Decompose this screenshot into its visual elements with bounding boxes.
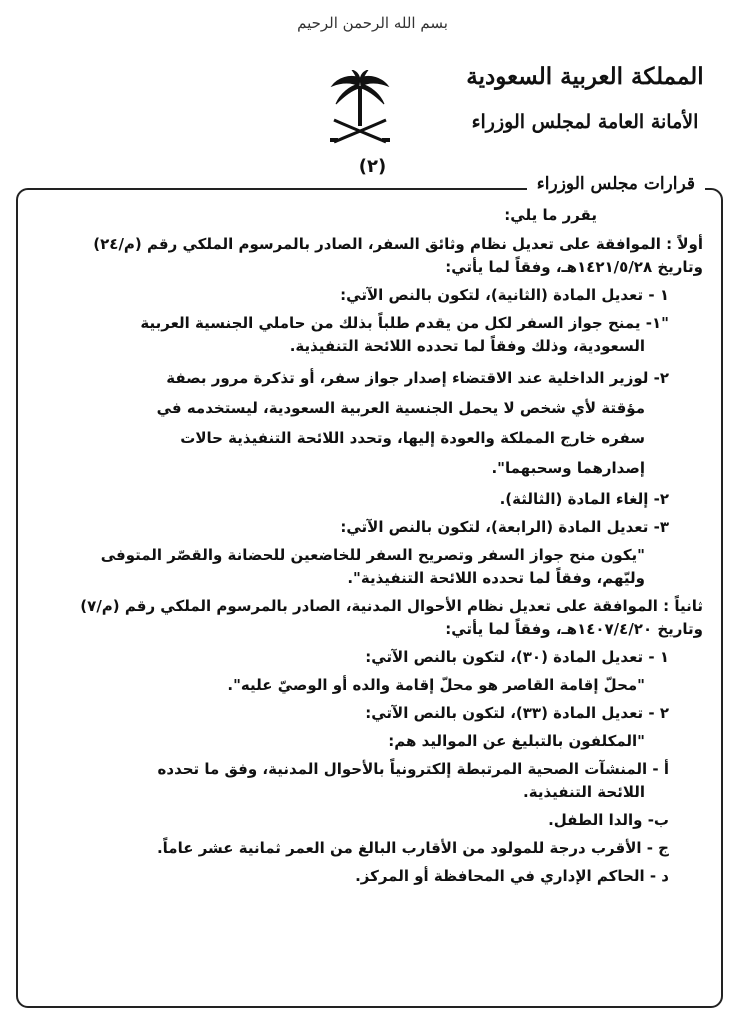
first-quote-1-line-2: السعودية، وذلك وفقاً لما تحدده اللائحة التنفيذية. xyxy=(289,337,645,355)
first-quote-1-line-1: "١- يمنح جواز السفر لكل من يقدم طلباً بذلك من حاملي الجنسية العربية xyxy=(140,314,669,332)
letterhead xyxy=(445,60,725,136)
second-quote-2-intro: "المكلفون بالتبليغ عن المواليد هم: xyxy=(388,732,645,750)
kingdom-title: المملكة العربية السعودية xyxy=(466,63,704,90)
first-item-3: ٣- تعديل المادة (الرابعة)، لتكون بالنص الآتي: xyxy=(340,518,669,536)
palm-and-swords-emblem-icon xyxy=(328,70,392,150)
first-clause-line-1: أولاً : الموافقة على تعديل نظام وثائق السفر، الصادر بالمرسوم الملكي رقم (م/٢٤) xyxy=(93,235,703,253)
list-item-d: د - الحاكم الإداري في المحافظة أو المركز. xyxy=(355,867,669,885)
second-clause-line-2: وتاريخ ١٤٠٧/٤/٢٠هـ، وفقاً لما يأتي: xyxy=(445,620,703,638)
first-item-1: ١ - تعديل المادة (الثانية)، لتكون بالنص الآتي: xyxy=(340,286,669,304)
decision-body xyxy=(28,204,703,888)
first-quote-2-line-4: إصدارهما وسحبهما". xyxy=(491,459,645,477)
first-quote-2-line-2: مؤقتة لأي شخص لا يحمل الجنسية العربية السعودية، ليستخدمه في xyxy=(156,399,645,417)
page-number: (٢) xyxy=(358,156,387,177)
first-quote-2-line-3: سفره خارج المملكة والعودة إليها، وتحدد اللائحة التنفيذية حالات xyxy=(180,429,645,447)
basmala: بسم الله الرحمن الرحيم xyxy=(297,14,448,32)
first-quote-3-line-2: وليّهم، وفقاً لما تحدده اللائحة التنفيذية". xyxy=(347,569,645,587)
second-clause-line-1: ثانياً : الموافقة على تعديل نظام الأحوال المدنية، الصادر بالمرسوم الملكي رقم (م/٧) xyxy=(80,597,703,615)
list-item-a-line-1: أ - المنشآت الصحية المرتبطة إلكترونياً بالأحوال المدنية، وفق ما تحدده xyxy=(157,760,669,778)
first-item-2: ٢- إلغاء المادة (الثالثة). xyxy=(499,490,669,508)
second-quote-1: "محلّ إقامة القاصر هو محلّ إقامة والده أو الوصيّ عليه". xyxy=(227,676,645,694)
second-item-2: ٢ - تعديل المادة (٣٣)، لتكون بالنص الآتي: xyxy=(365,704,669,722)
first-quote-2-line-1: ٢- لوزير الداخلية عند الاقتضاء إصدار جواز سفر، أو تذكرة مرور بصفة xyxy=(166,369,669,387)
secretariat-title: الأمانة العامة لمجلس الوزراء xyxy=(471,111,699,133)
second-item-1: ١ - تعديل المادة (٣٠)، لتكون بالنص الآتي: xyxy=(365,648,669,666)
intro-line: يقرر ما يلي: xyxy=(504,206,597,224)
list-item-c: ج - الأقرب درجة للمولود من الأقارب البالغ من العمر ثمانية عشر عاماً. xyxy=(156,839,669,857)
decisions-label: قرارات مجلس الوزراء xyxy=(527,174,705,194)
list-item-b: ب- والدا الطفل. xyxy=(548,811,669,829)
first-clause-line-2: وتاريخ ١٤٢١/٥/٢٨هـ، وفقاً لما يأتي: xyxy=(445,258,703,276)
list-item-a-line-2: اللائحة التنفيذية. xyxy=(523,783,645,801)
first-quote-3-line-1: "يكون منح جواز السفر وتصريح السفر للخاضعين للحضانة والقصّر المتوفى xyxy=(100,546,645,564)
